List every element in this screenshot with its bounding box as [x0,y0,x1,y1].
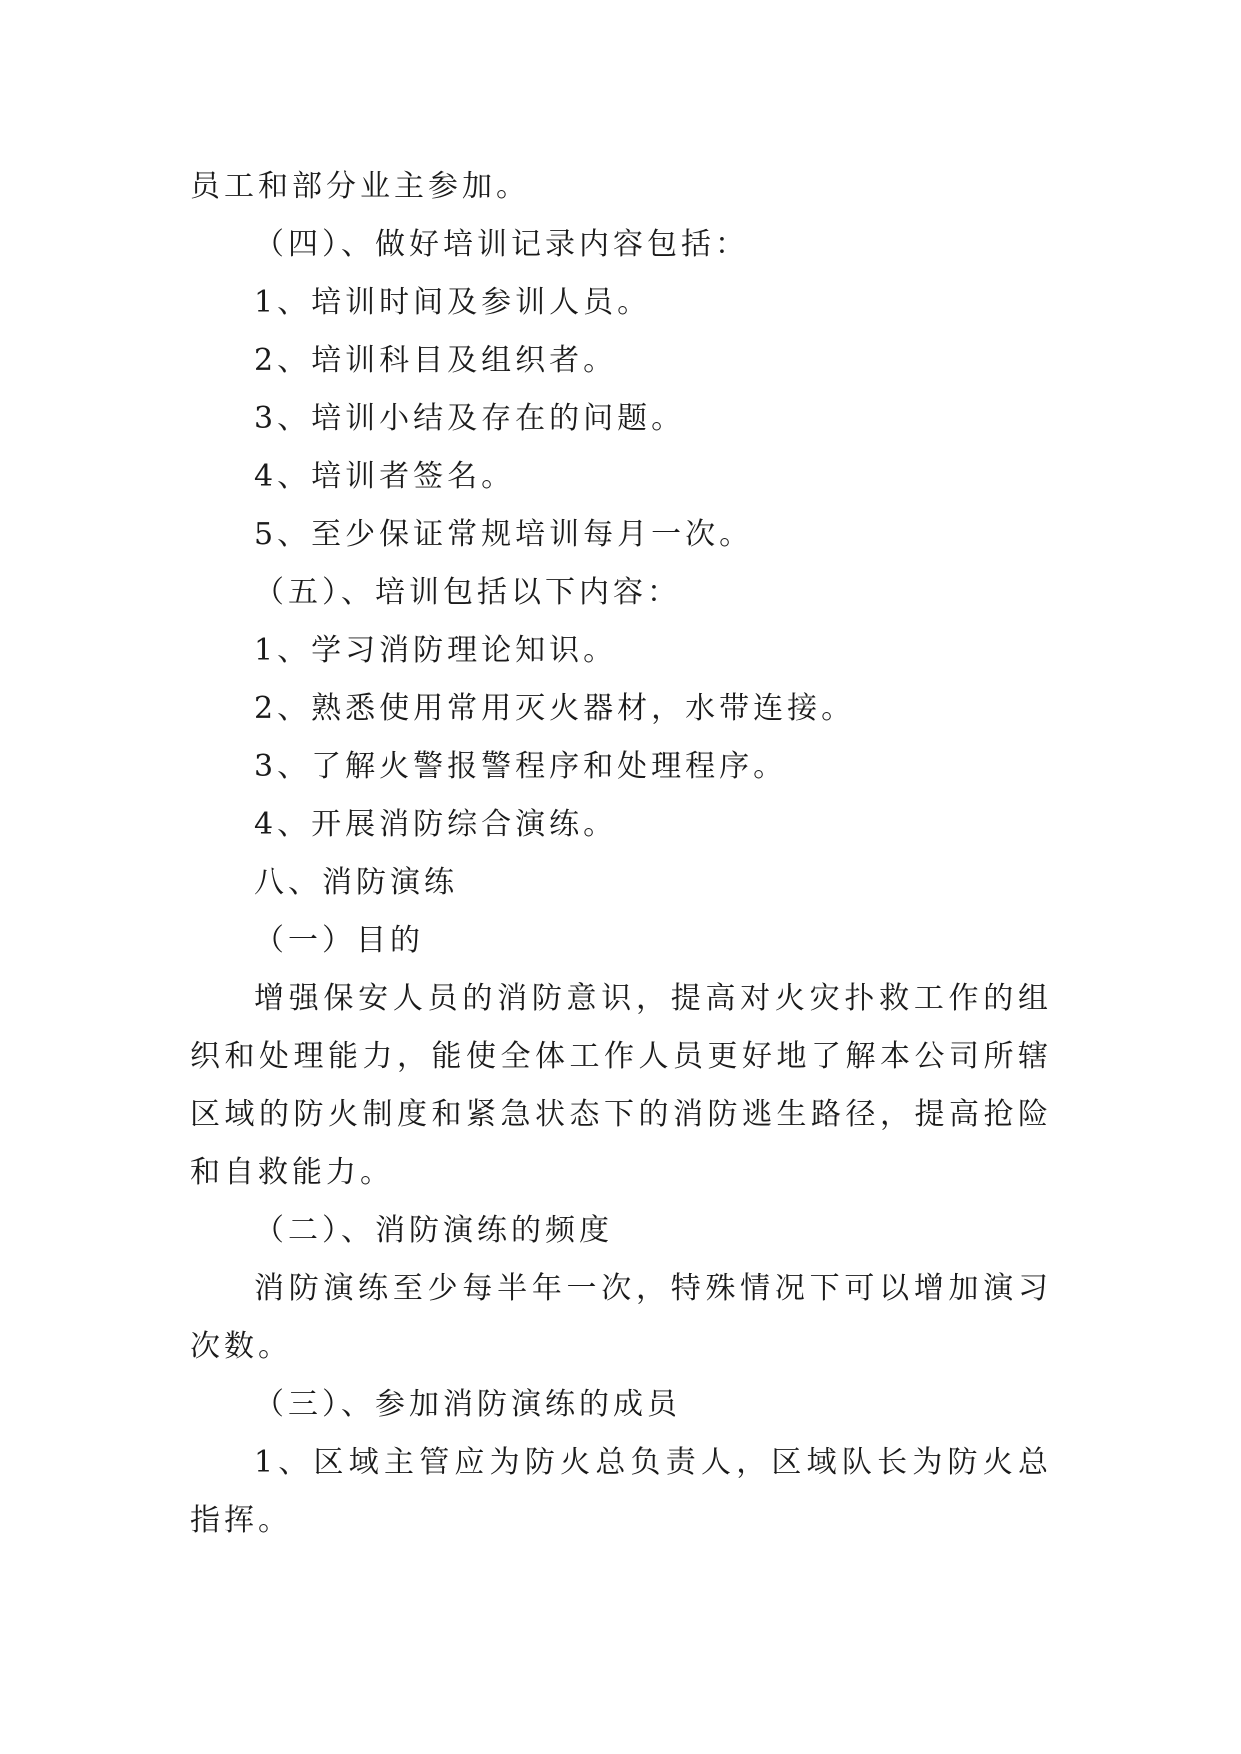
list-item: 3、了解火警报警程序和处理程序。 [254,749,788,784]
members-paragraph: 1、区域主管应为防火总负责人，区域队长为防火总指挥。 [190,1445,1052,1538]
document-body [190,158,1052,1550]
section-heading: （四）、做好培训记录内容包括： [254,227,749,262]
chapter-heading: 八、消防演练 [254,865,458,900]
text-line: 员工和部分业主参加。 [190,169,530,204]
list-item: 3、培训小结及存在的问题。 [254,401,686,436]
subsection-heading: （二）、消防演练的频度 [254,1213,613,1248]
list-item: 4、开展消防综合演练。 [254,807,618,842]
list-item: 2、培训科目及组织者。 [254,343,618,378]
purpose-paragraph: 增强保安人员的消防意识，提高对火灾扑救工作的组织和处理能力，能使全体工作人员更好地了解本公司所辖区域的防火制度和紧急状态下的消防逃生路径，提高抢险和自救能力。 [190,981,1052,1190]
subsection-heading: （三）、参加消防演练的成员 [254,1387,681,1422]
list-item: 1、培训时间及参训人员。 [254,285,652,320]
list-item: 4、培训者签名。 [254,459,516,494]
list-item: 2、熟悉使用常用灭火器材，水带连接。 [254,691,856,726]
subsection-heading: （一）目的 [254,923,424,958]
frequency-paragraph: 消防演练至少每半年一次，特殊情况下可以增加演习次数。 [190,1271,1052,1364]
list-item: 5、至少保证常规培训每月一次。 [254,517,754,552]
section-heading: （五）、培训包括以下内容： [254,575,681,610]
list-item: 1、学习消防理论知识。 [254,633,618,668]
